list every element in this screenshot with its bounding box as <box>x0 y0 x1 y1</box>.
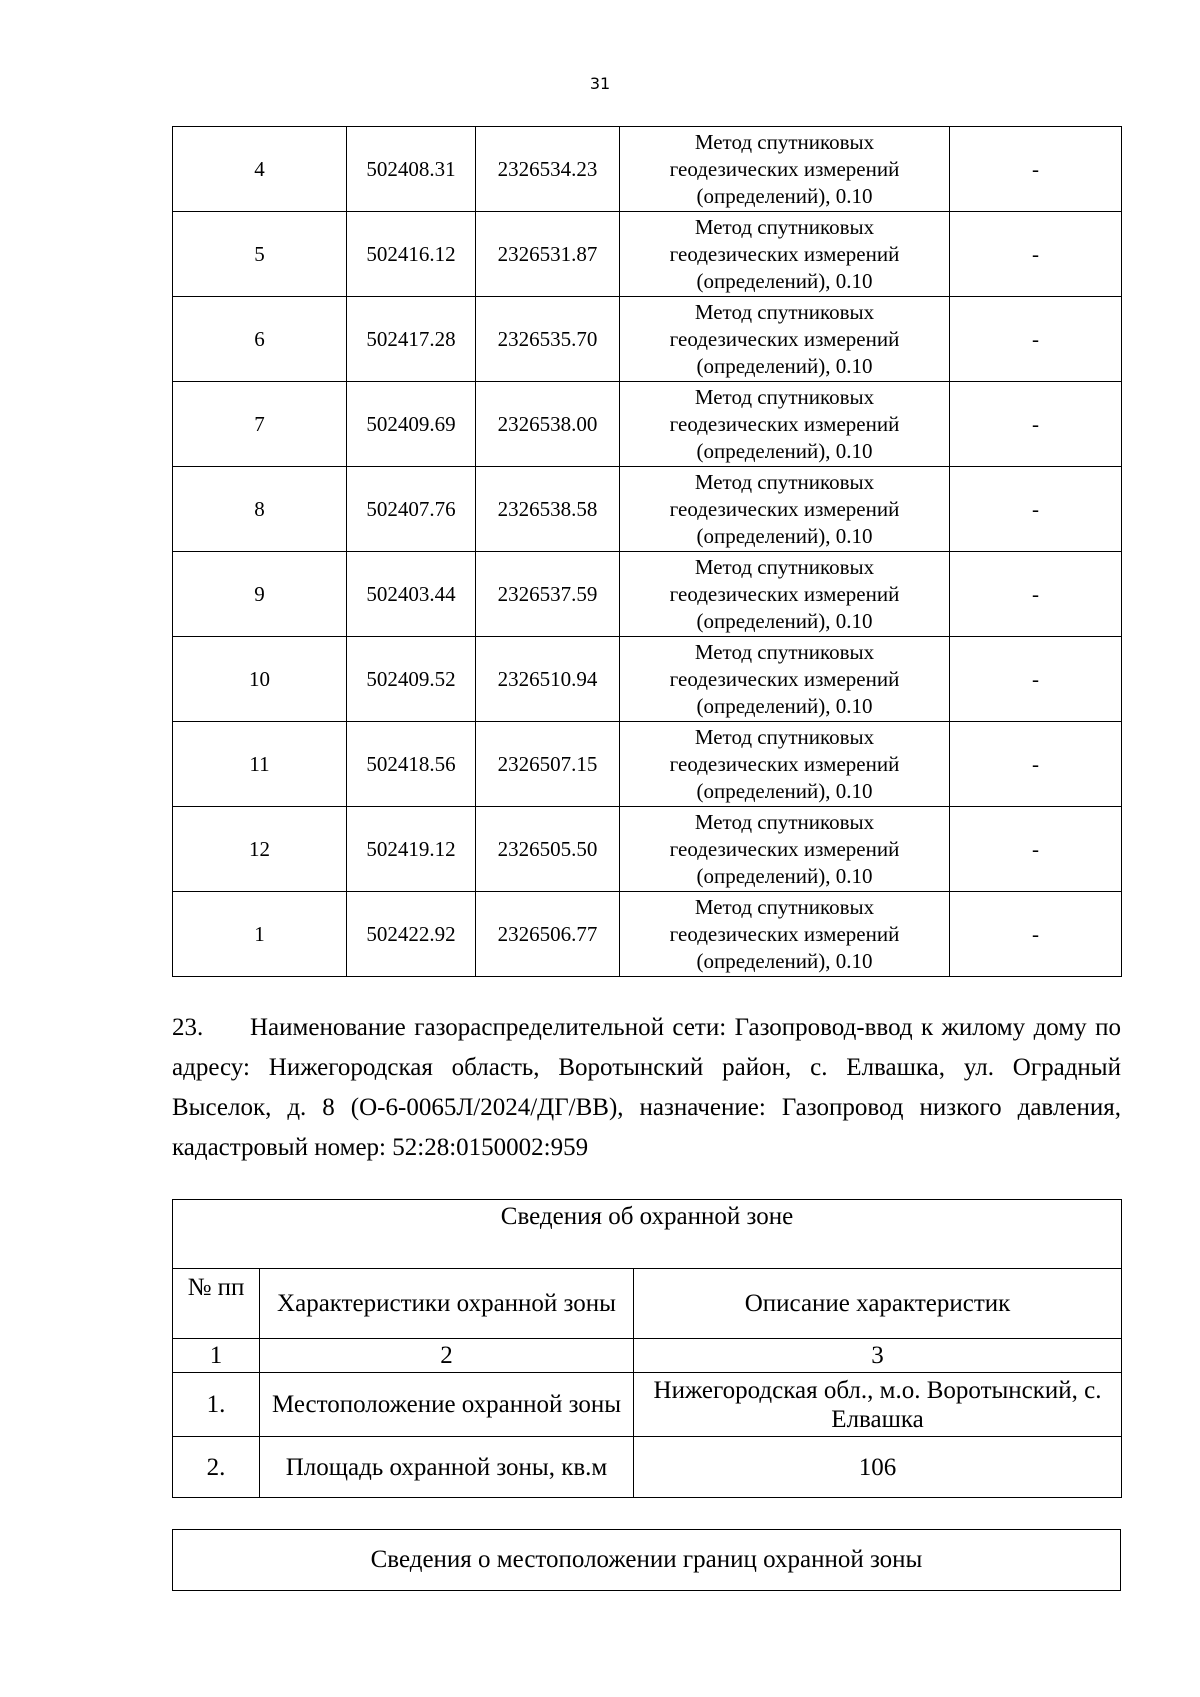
row-number: 1. <box>173 1373 260 1437</box>
method-cell: Метод спутниковых геодезических измерений (определений), 0.10 <box>620 127 950 212</box>
zone-info-table <box>172 1199 1122 1498</box>
point-number-cell: 7 <box>173 382 347 467</box>
method-cell: Метод спутниковых геодезических измерений (определений), 0.10 <box>620 212 950 297</box>
method-cell: Метод спутниковых геодезических измерений (определений), 0.10 <box>620 382 950 467</box>
zone-table-title: Сведения об охранной зоне <box>173 1200 1122 1269</box>
table-row <box>173 127 1122 212</box>
header-cell-characteristic: Характеристики охранной зоны <box>260 1269 634 1339</box>
note-cell: - <box>950 552 1122 637</box>
note-cell: - <box>950 467 1122 552</box>
point-number-cell: 10 <box>173 637 347 722</box>
note-cell: - <box>950 892 1122 977</box>
x-coordinate-cell: 502408.31 <box>347 127 476 212</box>
boundary-info-header: Сведения о местоположении границ охранной зоны <box>172 1529 1121 1591</box>
note-cell: - <box>950 212 1122 297</box>
table-row <box>173 212 1122 297</box>
point-number-cell: 1 <box>173 892 347 977</box>
coordinates-table <box>172 126 1122 977</box>
table-row <box>173 722 1122 807</box>
x-coordinate-cell: 502416.12 <box>347 212 476 297</box>
point-number-cell: 4 <box>173 127 347 212</box>
y-coordinate-cell: 2326534.23 <box>476 127 620 212</box>
method-cell: Метод спутниковых геодезических измерений (определений), 0.10 <box>620 892 950 977</box>
y-coordinate-cell: 2326535.70 <box>476 297 620 382</box>
column-index-1: 1 <box>173 1339 260 1373</box>
x-coordinate-cell: 502418.56 <box>347 722 476 807</box>
x-coordinate-cell: 502419.12 <box>347 807 476 892</box>
note-cell: - <box>950 722 1122 807</box>
x-coordinate-cell: 502417.28 <box>347 297 476 382</box>
y-coordinate-cell: 2326506.77 <box>476 892 620 977</box>
y-coordinate-cell: 2326538.58 <box>476 467 620 552</box>
point-number-cell: 6 <box>173 297 347 382</box>
section-text: Наименование газораспределительной сети: Газопровод-ввод к жилому дому по адресу: Нижегородская область, Воротынский район, с. Елвашка, ул. Оградный Выселок, д. 8 (О-6-0065Л/2024/ДГ/ВВ), назначение: Газопровод низкого давления, кадастровый номер: 52:28:0150002:959 <box>172 1014 1121 1161</box>
method-cell: Метод спутниковых геодезических измерений (определений), 0.10 <box>620 637 950 722</box>
header-cell-description: Описание характеристик <box>634 1269 1122 1339</box>
note-cell: - <box>950 127 1122 212</box>
point-number-cell: 12 <box>173 807 347 892</box>
table-row <box>173 382 1122 467</box>
point-number-cell: 5 <box>173 212 347 297</box>
note-cell: - <box>950 807 1122 892</box>
y-coordinate-cell: 2326538.00 <box>476 382 620 467</box>
note-cell: - <box>950 297 1122 382</box>
table-row <box>173 1437 1122 1498</box>
table-row <box>173 552 1122 637</box>
point-number-cell: 11 <box>173 722 347 807</box>
table-row <box>173 1373 1122 1437</box>
row-characteristic: Местоположение охранной зоны <box>260 1373 634 1437</box>
x-coordinate-cell: 502422.92 <box>347 892 476 977</box>
header-cell-number: № пп <box>173 1269 260 1339</box>
y-coordinate-cell: 2326510.94 <box>476 637 620 722</box>
zone-table-title-row <box>173 1200 1122 1269</box>
x-coordinate-cell: 502407.76 <box>347 467 476 552</box>
point-number-cell: 8 <box>173 467 347 552</box>
column-index-3: 3 <box>634 1339 1122 1373</box>
y-coordinate-cell: 2326507.15 <box>476 722 620 807</box>
row-number: 2. <box>173 1437 260 1498</box>
note-cell: - <box>950 382 1122 467</box>
table-row <box>173 467 1122 552</box>
column-index-2: 2 <box>260 1339 634 1373</box>
method-cell: Метод спутниковых геодезических измерений (определений), 0.10 <box>620 807 950 892</box>
zone-table-index-row <box>173 1339 1122 1373</box>
page-number: 31 <box>589 74 611 93</box>
method-cell: Метод спутниковых геодезических измерений (определений), 0.10 <box>620 722 950 807</box>
y-coordinate-cell: 2326537.59 <box>476 552 620 637</box>
section-number: 23. <box>172 1014 204 1041</box>
method-cell: Метод спутниковых геодезических измерений (определений), 0.10 <box>620 467 950 552</box>
point-number-cell: 9 <box>173 552 347 637</box>
row-description: Нижегородская обл., м.о. Воротынский, с. Елвашка <box>634 1373 1122 1437</box>
note-cell: - <box>950 637 1122 722</box>
y-coordinate-cell: 2326505.50 <box>476 807 620 892</box>
zone-table-header-row <box>173 1269 1122 1339</box>
method-cell: Метод спутниковых геодезических измерений (определений), 0.10 <box>620 297 950 382</box>
table-row <box>173 807 1122 892</box>
method-cell: Метод спутниковых геодезических измерений (определений), 0.10 <box>620 552 950 637</box>
x-coordinate-cell: 502409.69 <box>347 382 476 467</box>
y-coordinate-cell: 2326531.87 <box>476 212 620 297</box>
x-coordinate-cell: 502409.52 <box>347 637 476 722</box>
coordinates-table-body <box>173 127 1122 977</box>
section-paragraph <box>172 1008 1121 1168</box>
table-row <box>173 892 1122 977</box>
row-description: 106 <box>634 1437 1122 1498</box>
x-coordinate-cell: 502403.44 <box>347 552 476 637</box>
table-row <box>173 297 1122 382</box>
table-row <box>173 637 1122 722</box>
row-characteristic: Площадь охранной зоны, кв.м <box>260 1437 634 1498</box>
